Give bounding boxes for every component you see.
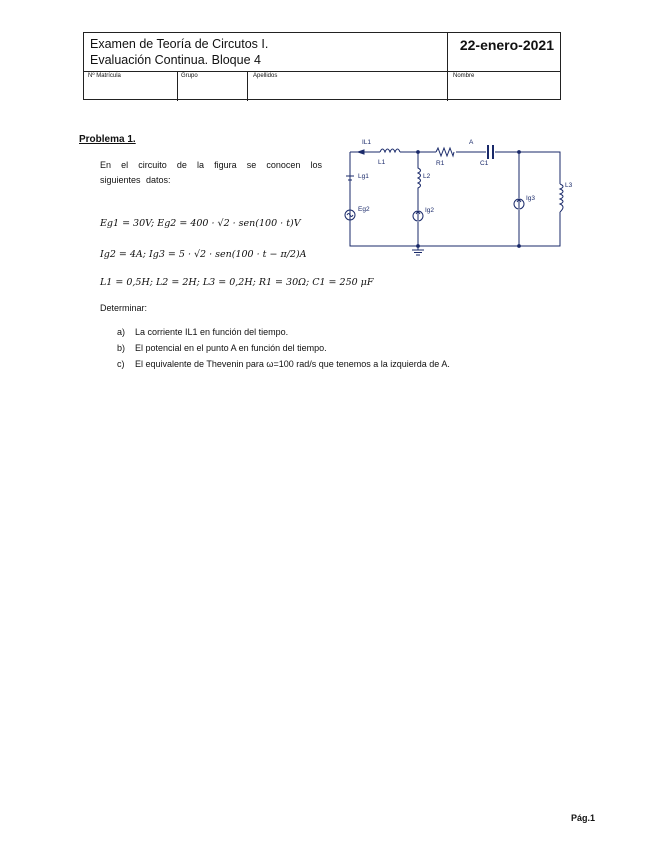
field-apellidos-label: Apellidos [253,73,278,79]
field-divider [247,71,248,101]
header-divider [447,33,448,71]
equation-current-sources: Ig2 = 4A; Ig3 = 5 · √2 · sen(100 · t − π/2)A [100,249,307,260]
inductor-l3 [560,184,563,212]
exam-header [83,32,561,100]
question-marker: b) [117,343,126,353]
label-a: A [469,139,474,146]
problem-intro: En el circuito de la figura se conocen los siguientes datos: [100,160,322,185]
label-eg2: Eg2 [358,206,370,213]
question-b [117,343,327,353]
label-il1: IL1 [362,139,372,146]
field-divider [447,71,448,101]
question-marker: a) [117,327,126,337]
label-c1: C1 [480,160,489,167]
exam-subtitle: Evaluación Continua. Bloque 4 [90,53,261,67]
determine-label: Determinar: [100,303,148,313]
inductor-l2 [418,152,421,246]
header-divider-horizontal [84,71,560,72]
problem-title: Problema 1. [79,134,136,145]
question-marker: c) [117,359,125,369]
equation-voltage-sources: Eg1 = 30V; Eg2 = 400 · √2 · sen(100 · t)V [100,218,301,229]
label-ig3: Ig3 [526,195,536,202]
label-l3: L3 [565,182,573,189]
exam-date: 22-enero-2021 [459,37,554,53]
question-c [117,359,450,369]
field-divider [177,71,178,101]
label-ig2: Ig2 [425,207,435,214]
field-matricula-label: Nº Matrícula [88,73,121,79]
question-text: El equivalente de Thevenin para ω=100 rad/s que tenemos a la izquierda de A. [135,359,450,369]
capacitor-c1 [488,145,493,159]
label-lg1: Lg1 [358,173,369,180]
equation-component-values: L1 = 0,5H; L2 = 2H; L3 = 0,2H; R1 = 30Ω; C1 = 250 μF [100,277,374,288]
question-a [117,327,288,337]
question-text: La corriente IL1 en función del tiempo. [135,327,289,337]
question-text: El potencial en el punto A en función del tiempo. [135,343,327,353]
circuit-diagram [338,132,574,258]
resistor-r1 [436,148,454,156]
label-l2: L2 [423,173,431,180]
label-l1: L1 [378,159,386,166]
label-r1: R1 [436,160,445,167]
inductor-l1 [380,149,400,152]
field-grupo-label: Grupo [181,73,198,79]
page-number: Pág.1 [571,813,596,823]
exam-title: Examen de Teoría de Circutos I. [90,37,269,51]
field-nombre-label: Nombre [453,73,475,79]
